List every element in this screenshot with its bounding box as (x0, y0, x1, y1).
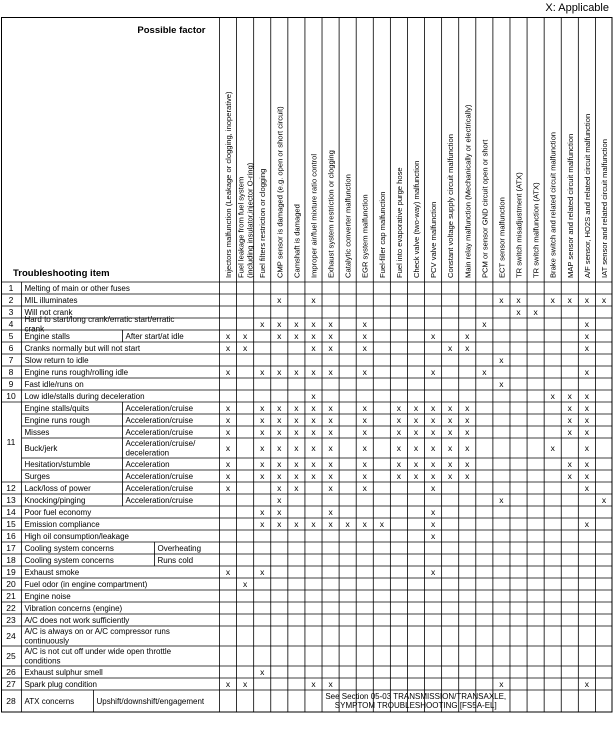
row-item: Slow return to idle (24, 355, 89, 365)
factor-label: (including insulator,injector O-ring) (245, 162, 255, 278)
factor-label: Exhaust system restriction or clogging (326, 150, 336, 278)
applicable-mark: x (225, 471, 231, 481)
row-number: 11 (6, 437, 16, 447)
applicable-mark: x (311, 443, 316, 453)
row-item: High oil consumption/leakage (24, 531, 130, 541)
applicable-mark: x (533, 307, 538, 317)
applicable-mark: x (584, 427, 589, 437)
applicable-mark: x (277, 443, 282, 453)
applicable-mark: x (448, 471, 453, 481)
row-number: 16 (6, 531, 16, 541)
row-condition: After start/at idle (125, 331, 184, 341)
applicable-mark: x (396, 427, 402, 437)
factor-label: Constant voltage supply circuit malfunction (446, 134, 456, 278)
applicable-mark: x (260, 471, 265, 481)
applicable-mark: x (294, 319, 299, 329)
row-number: 20 (6, 579, 16, 589)
applicable-mark: x (362, 443, 367, 453)
applicable-mark: x (448, 443, 453, 453)
row-number: 6 (8, 343, 14, 353)
applicable-mark: x (328, 459, 333, 469)
row-item: Buck/jerk (24, 443, 58, 453)
applicable-mark: x (328, 519, 333, 529)
applicable-mark: x (584, 415, 589, 425)
applicable-mark: x (243, 679, 248, 689)
applicable-mark: x (499, 495, 504, 505)
applicable-mark: x (294, 519, 299, 529)
applicable-mark: x (225, 567, 231, 577)
factor-label: Brake switch and related circuit malfunction (548, 131, 558, 278)
applicable-mark: x (601, 495, 607, 505)
factor-label: Catalytic converter malfunction (343, 174, 353, 278)
row-number: 15 (6, 519, 16, 529)
row-number: 4 (8, 319, 14, 329)
applicable-mark: x (328, 319, 333, 329)
row-number: 9 (8, 379, 14, 389)
row-item: conditions (24, 656, 61, 666)
row-condition: deceleration (125, 448, 170, 458)
applicable-mark: x (260, 415, 265, 425)
row-item: A/C does not work sufficiently (24, 615, 130, 625)
applicable-mark: x (311, 331, 316, 341)
applicable-mark: x (567, 471, 572, 481)
applicable-mark: x (260, 403, 265, 413)
applicable-mark: x (584, 443, 589, 453)
applicable-mark: x (277, 507, 282, 517)
applicable-mark: x (550, 295, 555, 305)
applicable-mark: x (567, 459, 572, 469)
applicable-mark: x (550, 391, 555, 401)
applicable-mark: x (328, 679, 333, 689)
row-item: Exhaust sulphur smell (24, 667, 103, 677)
applicable-mark: x (413, 415, 419, 425)
applicable-mark: x (225, 331, 231, 341)
row-item: Hesitation/stumble (24, 459, 91, 469)
applicable-mark: x (550, 443, 555, 453)
row-item: Fast idle/runs on (24, 379, 84, 389)
applicable-mark: x (260, 519, 265, 529)
row-condition: Acceleration/cruise (125, 471, 194, 481)
applicable-mark: x (311, 343, 316, 353)
factor-label: EGR system malfunction (360, 194, 370, 278)
applicable-mark: x (260, 459, 265, 469)
applicable-mark: x (567, 403, 572, 413)
row-number: 27 (6, 679, 16, 689)
factor-label: PCV valve malfunction (429, 201, 439, 278)
applicable-mark: x (584, 679, 589, 689)
row-item: Emission compliance (24, 519, 100, 529)
row-item: MIL illuminates (24, 295, 78, 305)
applicable-mark: x (567, 415, 572, 425)
factor-label: Fuel leakage from fuel system (236, 176, 246, 278)
applicable-mark: x (482, 367, 487, 377)
applicable-mark: x (465, 343, 470, 353)
applicable-mark: x (260, 443, 265, 453)
applicable-mark: x (294, 331, 299, 341)
row-item: Knocking/pinging (24, 495, 86, 505)
applicable-mark: x (430, 531, 436, 541)
row-number: 21 (6, 591, 16, 601)
factor-label: CMP sensor is damaged (e.g. open or short circuit) (275, 106, 285, 278)
row-number: 17 (6, 543, 16, 553)
row-condition: Acceleration/cruise (125, 427, 194, 437)
row-condition: Runs cold (157, 555, 194, 565)
row-number: 26 (6, 667, 16, 677)
table-grid (1, 17, 613, 743)
troubleshooting-item-label: Troubleshooting item (13, 268, 110, 279)
row-number: 18 (6, 555, 16, 565)
applicable-mark: x (277, 519, 282, 529)
applicable-mark: x (260, 667, 265, 677)
applicable-mark: x (294, 427, 299, 437)
factor-label: PCM or sensor GND circuit open or short (480, 139, 490, 278)
factor-label: TR switch misadjustment (ATX) (514, 172, 524, 278)
row-item: continuously (24, 636, 69, 646)
row-number: 25 (6, 651, 16, 661)
applicable-mark: x (465, 471, 470, 481)
applicable-mark: x (311, 471, 316, 481)
applicable-mark: x (413, 471, 419, 481)
row-number: 2 (8, 295, 14, 305)
applicable-mark: x (465, 427, 470, 437)
applicable-mark: x (430, 415, 436, 425)
applicable-mark: x (413, 427, 419, 437)
applicable-mark: x (260, 427, 265, 437)
applicable-mark: x (465, 415, 470, 425)
factor-label: Injectors malfunction (Leakage or clogging, inoperative) (224, 91, 234, 278)
applicable-mark: x (328, 507, 333, 517)
applicable-mark: x (430, 367, 436, 377)
applicable-mark: x (294, 367, 299, 377)
row-number: 12 (6, 483, 16, 493)
row-condition: Acceleration/cruise (125, 415, 194, 425)
applicable-mark: x (584, 343, 589, 353)
applicable-mark: x (413, 459, 419, 469)
applicable-mark: x (448, 403, 453, 413)
applicable-mark: x (516, 295, 521, 305)
applicable-mark: x (584, 331, 589, 341)
applicable-mark: x (277, 367, 282, 377)
row-number: 5 (8, 331, 14, 341)
applicable-mark: x (413, 443, 419, 453)
applicable-mark: x (430, 427, 436, 437)
applicable-mark: x (430, 519, 436, 529)
row-item: Spark plug condition (24, 679, 97, 689)
applicable-mark: x (362, 483, 367, 493)
row-item: Cooling system concerns (24, 543, 114, 553)
applicable-mark: x (396, 415, 402, 425)
applicable-mark: x (225, 415, 231, 425)
row-condition: Acceleration (125, 459, 170, 469)
row-item: Exhaust smoke (24, 567, 80, 577)
row-item: Cooling system concerns (24, 555, 114, 565)
row-condition: Upshift/downshift/engagement (96, 696, 205, 706)
factor-label: Main relay malfunction (Mechanically or electrically) (463, 104, 473, 278)
applicable-mark: x (294, 443, 299, 453)
applicable-mark: x (396, 403, 402, 413)
applicable-mark: x (243, 579, 248, 589)
applicable-mark: x (430, 459, 436, 469)
applicable-mark: x (225, 459, 231, 469)
applicable-mark: x (277, 319, 282, 329)
applicable-mark: x (277, 403, 282, 413)
applicable-mark: x (260, 367, 265, 377)
applicable-mark: x (362, 471, 367, 481)
applicable-mark: x (311, 319, 316, 329)
factor-label: A/F sensor, HO2S and related circuit malfunction (582, 113, 592, 278)
row-item: Poor fuel economy (24, 507, 92, 517)
row28-note: See Section 05-03 TRANSMISSION/TRANSAXLE, (325, 692, 507, 701)
factor-label: IAT sensor and related circuit malfunction (599, 138, 609, 278)
applicable-mark: x (225, 367, 231, 377)
applicable-mark: x (328, 443, 333, 453)
applicable-mark: x (448, 459, 453, 469)
row-number: 19 (6, 567, 16, 577)
row-item: ATX concerns (24, 696, 75, 706)
row-number: 10 (6, 391, 16, 401)
row-number: 14 (6, 507, 16, 517)
applicable-mark: x (584, 471, 589, 481)
row-number: 8 (8, 367, 14, 377)
applicable-mark: x (277, 483, 282, 493)
applicable-mark: x (362, 427, 367, 437)
applicable-mark: x (430, 483, 436, 493)
applicable-mark: x (465, 443, 470, 453)
applicable-mark: x (584, 519, 589, 529)
applicable-mark: x (584, 391, 589, 401)
applicable-mark: x (584, 319, 589, 329)
row-number: 1 (8, 283, 14, 293)
factor-label: Camshaft is damaged (292, 204, 302, 278)
factor-label: Fuel filters restriction or clogging (258, 168, 268, 278)
applicable-mark: x (260, 567, 265, 577)
applicable-mark: x (448, 343, 453, 353)
row-item: Will not crank (24, 307, 73, 317)
applicable-mark: x (362, 331, 367, 341)
row-item: Melting of main or other fuses (24, 283, 130, 293)
row-item: Fuel odor (in engine compartment) (24, 579, 148, 589)
row-number: 22 (6, 603, 16, 613)
applicable-mark: x (465, 331, 470, 341)
row-number: 3 (8, 307, 14, 317)
applicable-mark: x (499, 295, 504, 305)
row-item: Engine stalls/quits (24, 403, 89, 413)
applicable-mark: x (499, 379, 504, 389)
factor-label: Improper air/fuel mixture ratio control (309, 153, 319, 278)
applicable-mark: x (311, 367, 316, 377)
applicable-mark: x (328, 483, 333, 493)
row-condition: Acceleration/cruise (125, 403, 194, 413)
applicable-mark: x (448, 427, 453, 437)
applicable-mark: x (430, 567, 436, 577)
applicable-mark: x (311, 519, 316, 529)
applicable-mark: x (584, 295, 589, 305)
applicable-mark: x (243, 343, 248, 353)
row-condition: Acceleration/cruise (125, 483, 194, 493)
applicable-mark: x (362, 459, 367, 469)
applicable-mark: x (225, 483, 231, 493)
applicable-mark: x (243, 331, 248, 341)
applicable-mark: x (362, 343, 367, 353)
applicable-mark: x (311, 295, 316, 305)
row-item: Hard to start/long crank/erratic start/erratic (24, 315, 175, 325)
applicable-mark: x (328, 403, 333, 413)
applicable-mark: x (362, 403, 367, 413)
applicable-mark: x (277, 427, 282, 437)
applicable-mark: x (465, 459, 470, 469)
row-item: Lack/loss of power (24, 483, 91, 493)
applicable-mark: x (584, 483, 589, 493)
row-number: 24 (6, 631, 16, 641)
row-item: Engine noise (24, 591, 71, 601)
applicable-mark: x (311, 403, 316, 413)
applicable-mark: x (328, 331, 333, 341)
applicable-mark: x (448, 415, 453, 425)
legend: X: Applicable (545, 2, 609, 14)
applicable-mark: x (584, 367, 589, 377)
row-item: A/C is not cut off under wide open throttle (24, 647, 172, 657)
applicable-mark: x (328, 367, 333, 377)
applicable-mark: x (260, 319, 265, 329)
applicable-mark: x (499, 679, 504, 689)
row-item: Surges (24, 471, 50, 481)
applicable-mark: x (362, 519, 367, 529)
applicable-mark: x (345, 519, 350, 529)
applicable-mark: x (294, 483, 299, 493)
applicable-mark: x (362, 415, 367, 425)
row-item: Engine stalls (24, 331, 70, 341)
row-condition: Overheating (157, 543, 202, 553)
applicable-mark: x (311, 679, 316, 689)
factor-label: Fuel-filler cap malfunction (377, 191, 387, 278)
applicable-mark: x (584, 403, 589, 413)
factor-label: MAP sensor and related circuit malfunction (565, 133, 575, 278)
applicable-mark: x (225, 443, 231, 453)
applicable-mark: x (225, 403, 231, 413)
applicable-mark: x (465, 403, 470, 413)
row-item: Misses (24, 427, 50, 437)
factor-label: Fuel into evaporative purge hose (394, 167, 404, 278)
applicable-mark: x (601, 295, 607, 305)
row-item: Engine runs rough (24, 415, 90, 425)
row-item: Vibration concerns (engine) (24, 603, 123, 613)
applicable-mark: x (396, 459, 402, 469)
applicable-mark: x (567, 391, 572, 401)
applicable-mark: x (260, 507, 265, 517)
row-condition: Acceleration/cruise (125, 495, 194, 505)
applicable-mark: x (584, 459, 589, 469)
row-number: 28 (6, 696, 16, 706)
applicable-mark: x (328, 343, 333, 353)
applicable-mark: x (430, 471, 436, 481)
troubleshooting-table (1, 17, 613, 748)
applicable-mark: x (277, 295, 282, 305)
applicable-mark: x (413, 403, 419, 413)
factor-label: Check valve (two-way) malfunction (412, 160, 421, 278)
applicable-mark: x (277, 495, 282, 505)
applicable-mark: x (294, 459, 299, 469)
applicable-mark: x (277, 415, 282, 425)
applicable-mark: x (362, 367, 367, 377)
applicable-mark: x (225, 427, 231, 437)
applicable-mark: x (516, 307, 521, 317)
row-number: 13 (6, 495, 16, 505)
applicable-mark: x (430, 443, 436, 453)
row-item: Engine runs rough/rolling idle (24, 367, 129, 377)
applicable-mark: x (311, 459, 316, 469)
applicable-mark: x (430, 403, 436, 413)
applicable-mark: x (311, 427, 316, 437)
row-condition: Acceleration/cruise/ (125, 439, 196, 449)
applicable-mark: x (482, 319, 487, 329)
applicable-mark: x (277, 331, 282, 341)
applicable-mark: x (328, 427, 333, 437)
factor-label: TR switch malfunction (ATX) (531, 182, 541, 278)
applicable-mark: x (567, 427, 572, 437)
applicable-mark: x (328, 415, 333, 425)
applicable-mark: x (499, 355, 504, 365)
applicable-mark: x (294, 403, 299, 413)
row-number: 7 (8, 355, 14, 365)
row-item: A/C is always on or A/C compressor runs (24, 627, 170, 637)
row-item: Cranks normally but will not start (24, 343, 141, 353)
applicable-mark: x (294, 471, 299, 481)
applicable-mark: x (277, 459, 282, 469)
row-item: Low idle/stalls during deceleration (24, 391, 145, 401)
possible-factor-label: Possible factor (137, 25, 206, 36)
applicable-mark: x (225, 343, 231, 353)
applicable-mark: x (311, 415, 316, 425)
applicable-mark: x (567, 295, 572, 305)
applicable-mark: x (311, 391, 316, 401)
applicable-mark: x (379, 519, 384, 529)
row-item: crank (24, 324, 45, 334)
row-number: 23 (6, 615, 16, 625)
applicable-mark: x (396, 471, 402, 481)
applicable-mark: x (396, 443, 402, 453)
applicable-mark: x (328, 471, 333, 481)
row28-note: SYMPTOM TROUBLESHOOTING [FS5A-EL] (334, 701, 497, 710)
applicable-mark: x (294, 415, 299, 425)
applicable-mark: x (225, 679, 231, 689)
applicable-mark: x (362, 319, 367, 329)
factor-label: ECT sensor malfunction (497, 197, 507, 278)
applicable-mark: x (430, 507, 436, 517)
applicable-mark: x (277, 471, 282, 481)
applicable-mark: x (430, 331, 436, 341)
